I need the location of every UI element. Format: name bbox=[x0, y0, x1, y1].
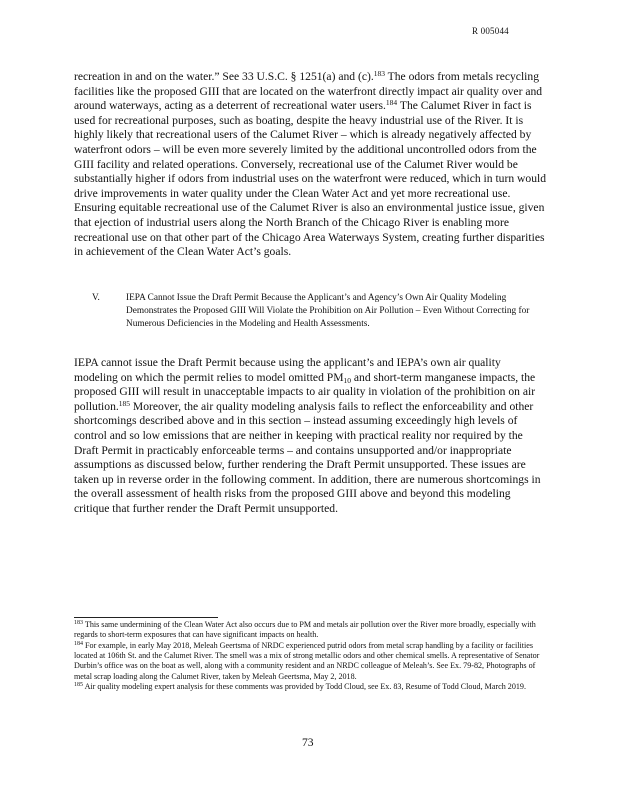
pm-subscript: 10 bbox=[343, 375, 352, 385]
footnote-number: 183 bbox=[74, 620, 83, 626]
body-paragraph-recreation bbox=[74, 70, 546, 260]
footnote-ref-185[interactable]: 185 bbox=[118, 398, 131, 408]
footnote-185 bbox=[74, 682, 548, 692]
paragraph-text: and short-term manganese impacts, the proposed GIII will result in unacceptable impacts to air quality in violation of the prohibition on air pollution. bbox=[74, 370, 536, 413]
footnote-number: 184 bbox=[74, 640, 83, 647]
footnotes bbox=[74, 620, 548, 693]
footnote-183 bbox=[74, 620, 548, 640]
paragraph-text: IEPA cannot issue the Draft Permit because using the applicant’s and IEPA’s own air quality modeling on which the permit relies to model omitted PM bbox=[74, 356, 501, 384]
footnote-ref-183[interactable]: 183 bbox=[373, 69, 385, 78]
footnote-184 bbox=[74, 641, 548, 682]
page-number: 73 bbox=[302, 736, 314, 749]
section-title: IEPA Cannot Issue the Draft Permit Because the Applicant’s and Agency’s Own Air Quality Modeling Demonstrates the Proposed GIII Will Violate the Prohibition on Air Pollution – Even Without Correcting for Numerous Deficiencies in the Modeling and Health Assessments. bbox=[126, 293, 530, 329]
footnote-separator bbox=[74, 617, 218, 618]
paragraph-text: The odors from metals recycling facilities like the proposed GIII that are located on the waterfront directly impact air quality over and around waterways, acting as a deterrent of recreational water users. bbox=[74, 70, 543, 113]
paragraph-text: The Calumet River in fact is used for recreational purposes, such as boating, despite the heavy industrial use of the River. It is highly likely that recreational users of the Calumet River – which is already negatively affected by waterfront odors – will be even more severely limited by the additional uncontrolled odors from the GIII facility and related operations. Conversely, recreational use of the Calumet River would be substantially higher if odors from industrial uses on the waterfront were reduced, which in turn would drive improvements in water quality under the Clean Water Act and yet more recreational use. Ensuring equitable recreational use of the Calumet River is also an environmental justice issue, given that ejection of industrial users along the North Branch of the Chicago River is enabling more recreational use on that other part of the Chicago Area Waterways System, creating further disparities in achievement of the Clean Water Act’s goals. bbox=[74, 99, 547, 259]
paragraph-text: Moreover, the air quality modeling analysis fails to reflect the enforceability and other shortcomings described above and in this section – instead assuming exceedingly high levels of control and so low emissions that are neither in keeping with practical reality nor required by the Draft Permit in practicably enforceable terms – and contains unsupported and/or inappropriate assumptions as discussed below, further rendering the Draft Permit unsupported. These issues are taken up in reverse order in the following comment. In addition, there are numerous shortcomings in the overall assessment of health risks from the proposed GIII above and beyond this modeling critique that further render the Draft Permit unsupported. bbox=[74, 399, 541, 515]
bates-number: R 005044 bbox=[472, 26, 509, 36]
footnote-ref-184[interactable]: 184 bbox=[385, 98, 398, 108]
footnote-text: For example, in early May 2018, Meleah Geertsma of NRDC experienced putrid odors from metal scrap handling by a facility or facilities located at 106th St. and the Calumet River. The smell was a mix of strong metallic odors and other chemical smells. A representative of Senator Durbin’s office was on the boat as well, along with a community resident and an NRDC colleague of Meleah’s. See Ex. 79-82, Photographs of metal scrap loading along the Calumet River, taken by Meleah Geertsma, May 2, 2018. bbox=[74, 640, 540, 681]
footnote-text: This same undermining of the Clean Water Act also occurs due to PM and metals air pollution over the River more broadly, especially with regards to short-term exposures that can have significant impacts on health. bbox=[74, 620, 536, 640]
footnote-text: Air quality modeling expert analysis for these comments was provided by Todd Cloud, see Ex. 83, Resume of Todd Cloud, March 2019. bbox=[83, 682, 526, 692]
section-number: V. bbox=[92, 293, 100, 303]
paragraph-text: recreation in and on the water.” See 33 U.S.C. § 1251(a) and (c). bbox=[74, 70, 374, 83]
footnote-number: 185 bbox=[74, 682, 83, 689]
body-paragraph-modeling bbox=[74, 356, 546, 517]
